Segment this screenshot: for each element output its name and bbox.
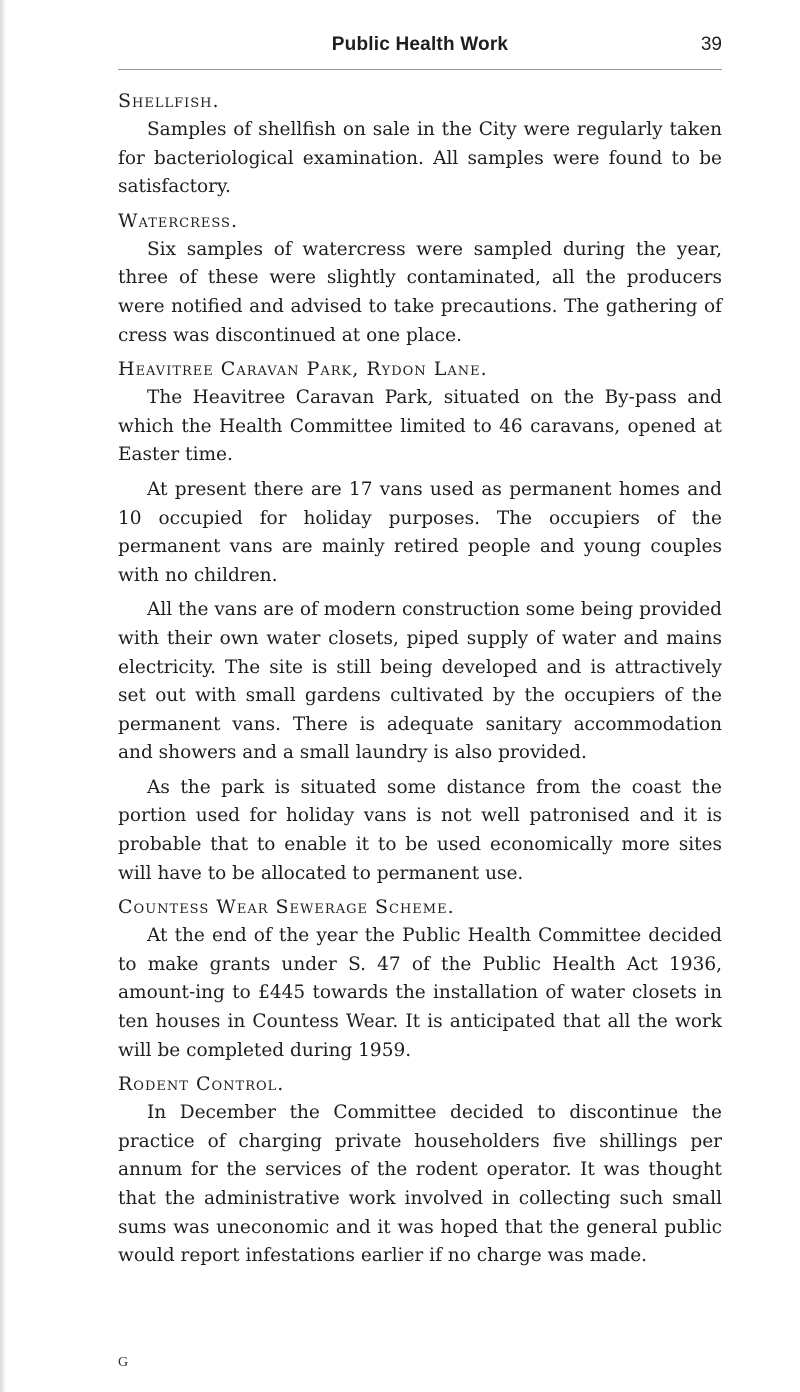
section-shellfish bbox=[118, 88, 722, 202]
page-number: 39 bbox=[700, 34, 722, 55]
section-heading: Shellfish. bbox=[118, 90, 220, 112]
paragraph: As the park is situated some distance from the coast the portion used for holiday vans is not well patronised and it is probable that to enable it to be used economically more sites will have to be allocated to permanent use. bbox=[118, 776, 722, 884]
paragraph: The Heavitree Caravan Park, situated on the By-pass and which the Health Committee limited to 46 caravans, opened at Easter time. bbox=[118, 387, 722, 466]
paragraph: At the end of the year the Public Health Committee decided to make grants under S. 47 of the Public Health Act 1936, amount-ing to £445 towards the installation of water closets in ten houses in Countess Wear. It is anticipated that all the work will be completed during 1959. bbox=[118, 925, 722, 1061]
section-heading: Heavitree Caravan Park, Rydon Lane. bbox=[118, 358, 488, 381]
section-heading: Watercress. bbox=[118, 209, 239, 232]
paragraph: In December the Committee decided to discontinue the practice of charging private householders five shillings per annum for the services of the rodent operator. It was thought that the administrative work involved in collecting such small sums was uneconomic and it was hoped that the general public would report infestations earlier if no charge was made. bbox=[118, 1102, 722, 1267]
section-heading: Countess Wear Sewerage Scheme. bbox=[118, 896, 455, 919]
section-watercress bbox=[118, 208, 722, 350]
section-heavitree-caravan-park bbox=[118, 356, 722, 888]
scan-edge-shadow bbox=[0, 0, 6, 1392]
running-title: Public Health Work bbox=[331, 34, 509, 55]
paragraph: All the vans are of modern construction some being provided with their own water closets, piped supply of water and mains electricity. The site is still being developed and is attractively set out with small gardens cultivated by the occupiers of the permanent vans. There is adequate sanitary accommodation and showers and a small laundry is also provided. bbox=[118, 599, 722, 764]
body-text bbox=[118, 88, 722, 1277]
header-rule bbox=[118, 69, 722, 70]
signature-mark: G bbox=[118, 1355, 129, 1370]
paragraph: Six samples of watercress were sampled during the year, three of these were slightly contaminated, all the producers were notified and advised to take precautions. The gathering of cress was discontinued at one place. bbox=[118, 238, 722, 346]
section-rodent-control bbox=[118, 1071, 722, 1271]
paragraph: Samples of shellfish on sale in the City were regularly taken for bacteriological examination. All samples were found to be satisfactory. bbox=[118, 119, 722, 198]
section-countess-wear-sewerage bbox=[118, 894, 722, 1065]
running-header bbox=[118, 34, 722, 70]
paragraph: At present there are 17 vans used as permanent homes and 10 occupied for holiday purposes. The occupiers of the permanent vans are mainly retired people and young couples with no children. bbox=[118, 478, 722, 586]
section-heading: Rodent Control. bbox=[118, 1073, 285, 1096]
